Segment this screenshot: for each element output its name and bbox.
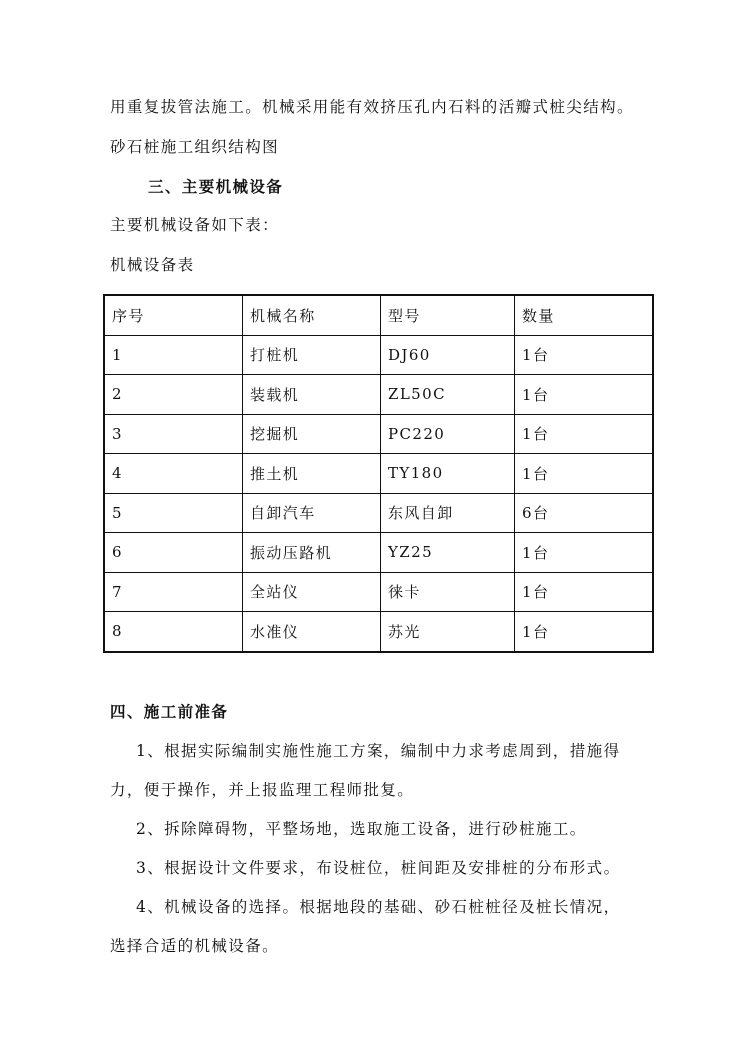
table-cell: 6 xyxy=(104,533,243,573)
paragraph: 砂石桩施工组织结构图 xyxy=(110,138,280,156)
table-cell: 挖掘机 xyxy=(243,414,381,454)
paragraph: 2、拆除障碍物，平整场地，选取施工设备，进行砂桩施工。 xyxy=(136,820,587,838)
table-row xyxy=(104,493,653,533)
table-cell: 苏光 xyxy=(381,612,515,652)
paragraph: 力，便于操作，并上报监理工程师批复。 xyxy=(110,781,415,799)
paragraph: 3、根据设计文件要求，布设桩位，桩间距及安排桩的分布形式。 xyxy=(136,859,621,877)
table-row xyxy=(104,572,653,612)
table-cell: 7 xyxy=(104,572,243,612)
table-cell: 1台 xyxy=(515,533,654,573)
table-cell: 8 xyxy=(104,612,243,652)
header-cell: 序号 xyxy=(104,295,243,335)
header-cell: 数量 xyxy=(515,295,654,335)
table-cell: 5 xyxy=(104,493,243,533)
table-cell: DJ60 xyxy=(381,335,515,375)
table-cell: 振动压路机 xyxy=(243,533,381,573)
table-cell: ZL50C xyxy=(381,375,515,415)
paragraph: 主要机械设备如下表： xyxy=(110,216,280,234)
table-cell: 3 xyxy=(104,414,243,454)
table-cell: 东风自卸 xyxy=(381,493,515,533)
table-cell: 1台 xyxy=(515,414,654,454)
table-cell: 自卸汽车 xyxy=(243,493,381,533)
table-cell: 徕卡 xyxy=(381,572,515,612)
table-cell: 6台 xyxy=(515,493,654,533)
table-cell: PC220 xyxy=(381,414,515,454)
paragraph: 4、机械设备的选择。根据地段的基础、砂石桩桩径及桩长情况， xyxy=(136,898,621,916)
table-cell: TY180 xyxy=(381,454,515,494)
table-row xyxy=(104,612,653,652)
section-heading: 三、主要机械设备 xyxy=(148,177,284,196)
table-header-row xyxy=(104,295,653,335)
equipment-table xyxy=(103,294,654,653)
paragraph: 选择合适的机械设备。 xyxy=(110,937,280,955)
table-cell: 1台 xyxy=(515,375,654,415)
header-cell: 型号 xyxy=(381,295,515,335)
table-row xyxy=(104,335,653,375)
table-cell: 打桩机 xyxy=(243,335,381,375)
table-row xyxy=(104,533,653,573)
table-cell: 1台 xyxy=(515,454,654,494)
table-row xyxy=(104,414,653,454)
paragraph: 1、根据实际编制实施性施工方案，编制中力求考虑周到，措施得 xyxy=(136,742,621,760)
paragraph: 用重复拔管法施工。机械采用能有效挤压孔内石料的活瓣式桩尖结构。 xyxy=(110,98,634,116)
table-cell: YZ25 xyxy=(381,533,515,573)
table-cell: 2 xyxy=(104,375,243,415)
section-heading: 四、施工前准备 xyxy=(110,702,229,721)
table-cell: 推土机 xyxy=(243,454,381,494)
table-cell: 4 xyxy=(104,454,243,494)
table-cell: 1台 xyxy=(515,612,654,652)
table-row xyxy=(104,375,653,415)
table-cell: 水准仪 xyxy=(243,612,381,652)
table-row xyxy=(104,454,653,494)
table-cell: 1台 xyxy=(515,572,654,612)
table-cell: 1台 xyxy=(515,335,654,375)
table-caption: 机械设备表 xyxy=(110,256,195,274)
table-cell: 1 xyxy=(104,335,243,375)
header-cell: 机械名称 xyxy=(243,295,381,335)
table-cell: 装载机 xyxy=(243,375,381,415)
table-cell: 全站仪 xyxy=(243,572,381,612)
